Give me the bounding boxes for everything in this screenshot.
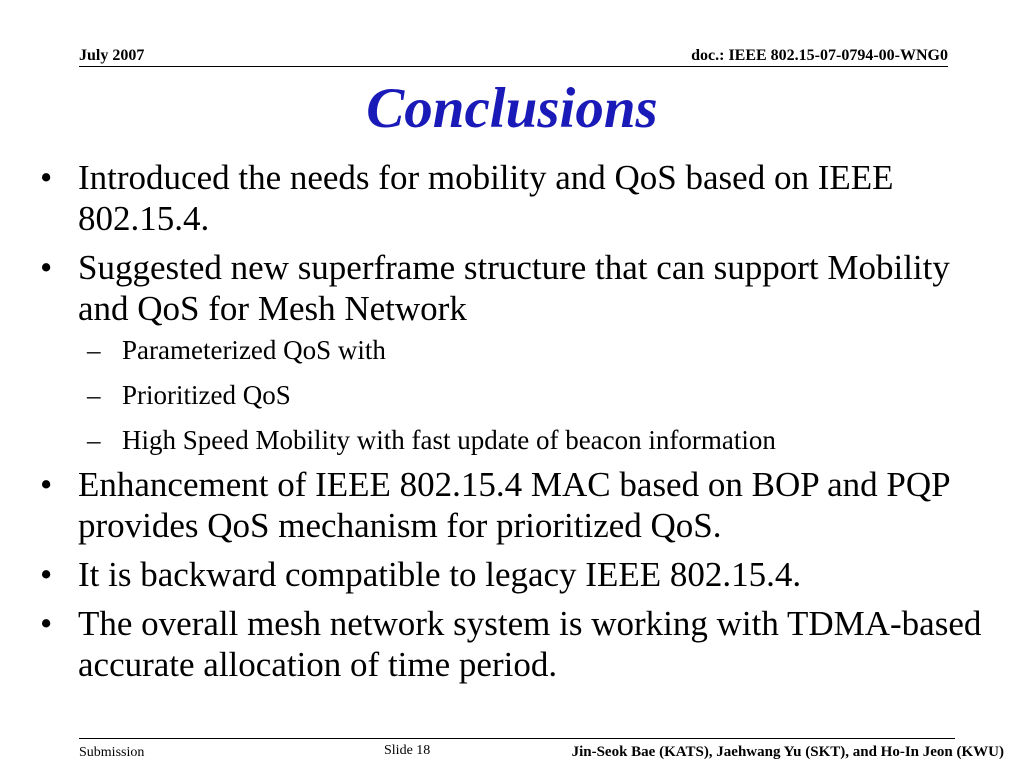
sub-bullet-item	[36, 335, 1006, 366]
header-doc-id: doc.: IEEE 802.15-07-0794-00-WNG0	[691, 47, 948, 64]
bullet-text: It is backward compatible to legacy IEEE 802.15.4.	[78, 555, 802, 594]
bullet-item	[36, 157, 1006, 239]
bullet-item	[36, 554, 1006, 595]
sub-bullet-marker: –	[87, 380, 101, 410]
bullet-marker: •	[40, 158, 53, 197]
slide-title: Conclusions	[366, 77, 658, 140]
footer-slide-number: Slide 18	[384, 743, 431, 758]
bullet-item	[36, 464, 1006, 546]
footer-authors: Jin-Seok Bae (KATS), Jaehwang Yu (SKT), and Ho-In Jeon (KWU)	[571, 744, 1004, 760]
header-date: July 2007	[79, 47, 145, 64]
slide-content	[36, 157, 1006, 693]
sub-bullet-item	[36, 380, 1006, 411]
sub-bullet-text: High Speed Mobility with fast update of beacon information	[122, 425, 776, 455]
bullet-text: The overall mesh network system is working with TDMA-based accurate allocation of time period.	[78, 604, 982, 684]
sub-bullet-item	[36, 425, 1006, 456]
bullet-item	[36, 247, 1006, 329]
header-divider	[79, 66, 948, 67]
footer-divider	[79, 738, 955, 739]
bullet-marker: •	[40, 555, 53, 594]
bullet-text: Suggested new superframe structure that can support Mobility and QoS for Mesh Network	[78, 248, 950, 328]
bullet-item	[36, 603, 1006, 685]
sub-bullet-text: Parameterized QoS with	[122, 335, 386, 365]
sub-bullet-marker: –	[87, 335, 101, 365]
sub-bullet-marker: –	[87, 425, 101, 455]
bullet-marker: •	[40, 248, 53, 287]
bullet-text: Enhancement of IEEE 802.15.4 MAC based on BOP and PQP provides QoS mechanism for prioritized QoS.	[78, 465, 950, 545]
footer-submission: Submission	[79, 745, 145, 760]
bullet-text: Introduced the needs for mobility and QoS based on IEEE 802.15.4.	[78, 158, 894, 238]
sub-bullet-text: Prioritized QoS	[122, 380, 291, 410]
bullet-marker: •	[40, 604, 53, 643]
bullet-marker: •	[40, 465, 53, 504]
